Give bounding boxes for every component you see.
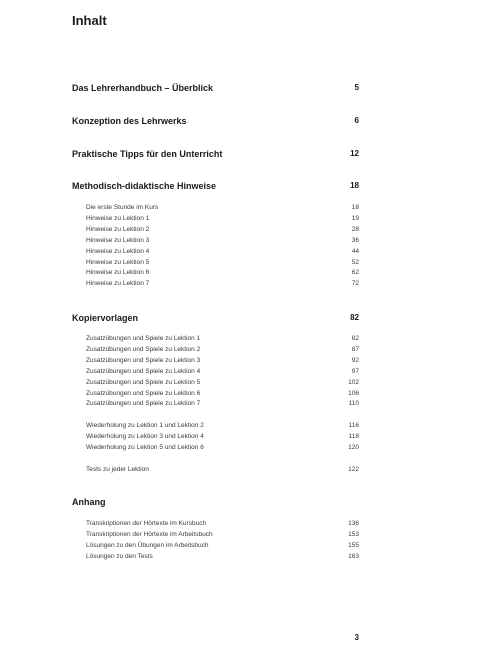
toc-entry-page: 82 — [351, 335, 359, 342]
toc-entry-page: 110 — [348, 400, 359, 408]
toc-entry-title: Tests zu jeder Lektion — [86, 466, 149, 473]
toc-section-page: 82 — [350, 313, 359, 322]
page-number: 3 — [354, 633, 359, 642]
toc-entry-title: Hinweise zu Lektion 1 — [86, 214, 150, 222]
toc-entry-title: Hinweise zu Lektion 2 — [86, 225, 150, 233]
toc-entry-page: 97 — [351, 367, 359, 375]
page-title: Inhalt — [72, 13, 107, 28]
toc-entry-page: 102 — [348, 378, 359, 386]
toc-entry-title: Zusatzübungen und Spiele zu Lektion 1 — [86, 335, 201, 342]
toc-entry-page: 136 — [348, 520, 359, 527]
toc-entry-page: 19 — [351, 214, 359, 222]
toc-section-page: 12 — [350, 149, 359, 158]
toc-entry-title: Zusatzübungen und Spiele zu Lektion 3 — [86, 356, 201, 364]
toc-entry-page: 62 — [351, 269, 359, 277]
toc-section-page: 5 — [354, 83, 359, 92]
toc-section-title: Konzeption des Lehrwerks — [72, 116, 187, 126]
toc-entry-title: Die erste Stunde im Kurs — [86, 204, 159, 211]
toc-entry-title: Wiederholung zu Lektion 1 und Lektion 2 — [86, 422, 204, 430]
toc-entry-page: 18 — [351, 204, 359, 211]
toc-entry-title: Hinweise zu Lektion 5 — [86, 258, 150, 266]
toc-entry-title: Lösungen zu den Übungen im Arbeitsbuch — [86, 541, 209, 549]
toc-entry-page: 106 — [348, 389, 359, 397]
toc-entry-page: 120 — [348, 444, 359, 452]
toc-entry-title: Zusatzübungen und Spiele zu Lektion 5 — [86, 378, 201, 386]
toc-entry-title: Zusatzübungen und Spiele zu Lektion 6 — [86, 389, 201, 397]
toc-section-page: 18 — [350, 181, 359, 190]
toc-entry-title: Zusatzübungen und Spiele zu Lektion 4 — [86, 367, 201, 375]
toc-entry-page: 72 — [351, 280, 359, 288]
toc-entry-title: Hinweise zu Lektion 4 — [86, 247, 150, 255]
toc-entry-page: 44 — [351, 247, 359, 255]
toc-entry-page: 116 — [348, 422, 359, 430]
toc-entry-title: Hinweise zu Lektion 7 — [86, 280, 150, 288]
toc-section-title: Methodisch-didaktische Hinweise — [72, 181, 217, 191]
toc-entry-page: 28 — [351, 225, 359, 233]
toc-entry-page: 122 — [348, 466, 359, 473]
toc-section-title: Praktische Tipps für den Unterricht — [72, 149, 223, 159]
toc-entry-page: 118 — [348, 433, 359, 441]
toc-entry-page: 36 — [351, 236, 359, 244]
toc-entry-title: Zusatzübungen und Spiele zu Lektion 2 — [86, 345, 201, 353]
toc-section-title: Anhang — [72, 497, 106, 507]
toc-entry-title: Zusatzübungen und Spiele zu Lektion 7 — [86, 400, 201, 408]
toc-entry-page: 52 — [351, 258, 359, 266]
toc-section-title: Kopiervorlagen — [72, 313, 139, 323]
toc-entry-title: Transkriptionen der Hörtexte im Kursbuch — [86, 520, 207, 527]
toc-entry-page: 92 — [351, 356, 359, 364]
toc-entry-page: 155 — [348, 541, 359, 549]
toc-entry-page: 153 — [348, 530, 359, 538]
toc-entry-title: Wiederholung zu Lektion 5 und Lektion 6 — [86, 444, 204, 452]
toc-entry-title: Hinweise zu Lektion 6 — [86, 269, 150, 277]
toc-entry-title: Wiederholung zu Lektion 3 und Lektion 4 — [86, 433, 204, 441]
toc-entry-page: 87 — [351, 345, 359, 353]
toc-entry-title: Lösungen zu den Tests — [86, 552, 153, 560]
toc-entry-title: Hinweise zu Lektion 3 — [86, 236, 150, 244]
toc-section-page: 6 — [354, 116, 359, 125]
toc-section-title: Das Lehrerhandbuch – Überblick — [72, 83, 214, 93]
toc-entry-page: 163 — [348, 552, 359, 560]
toc-entry-title: Transkriptionen der Hörtexte im Arbeitsbuch — [86, 530, 213, 538]
